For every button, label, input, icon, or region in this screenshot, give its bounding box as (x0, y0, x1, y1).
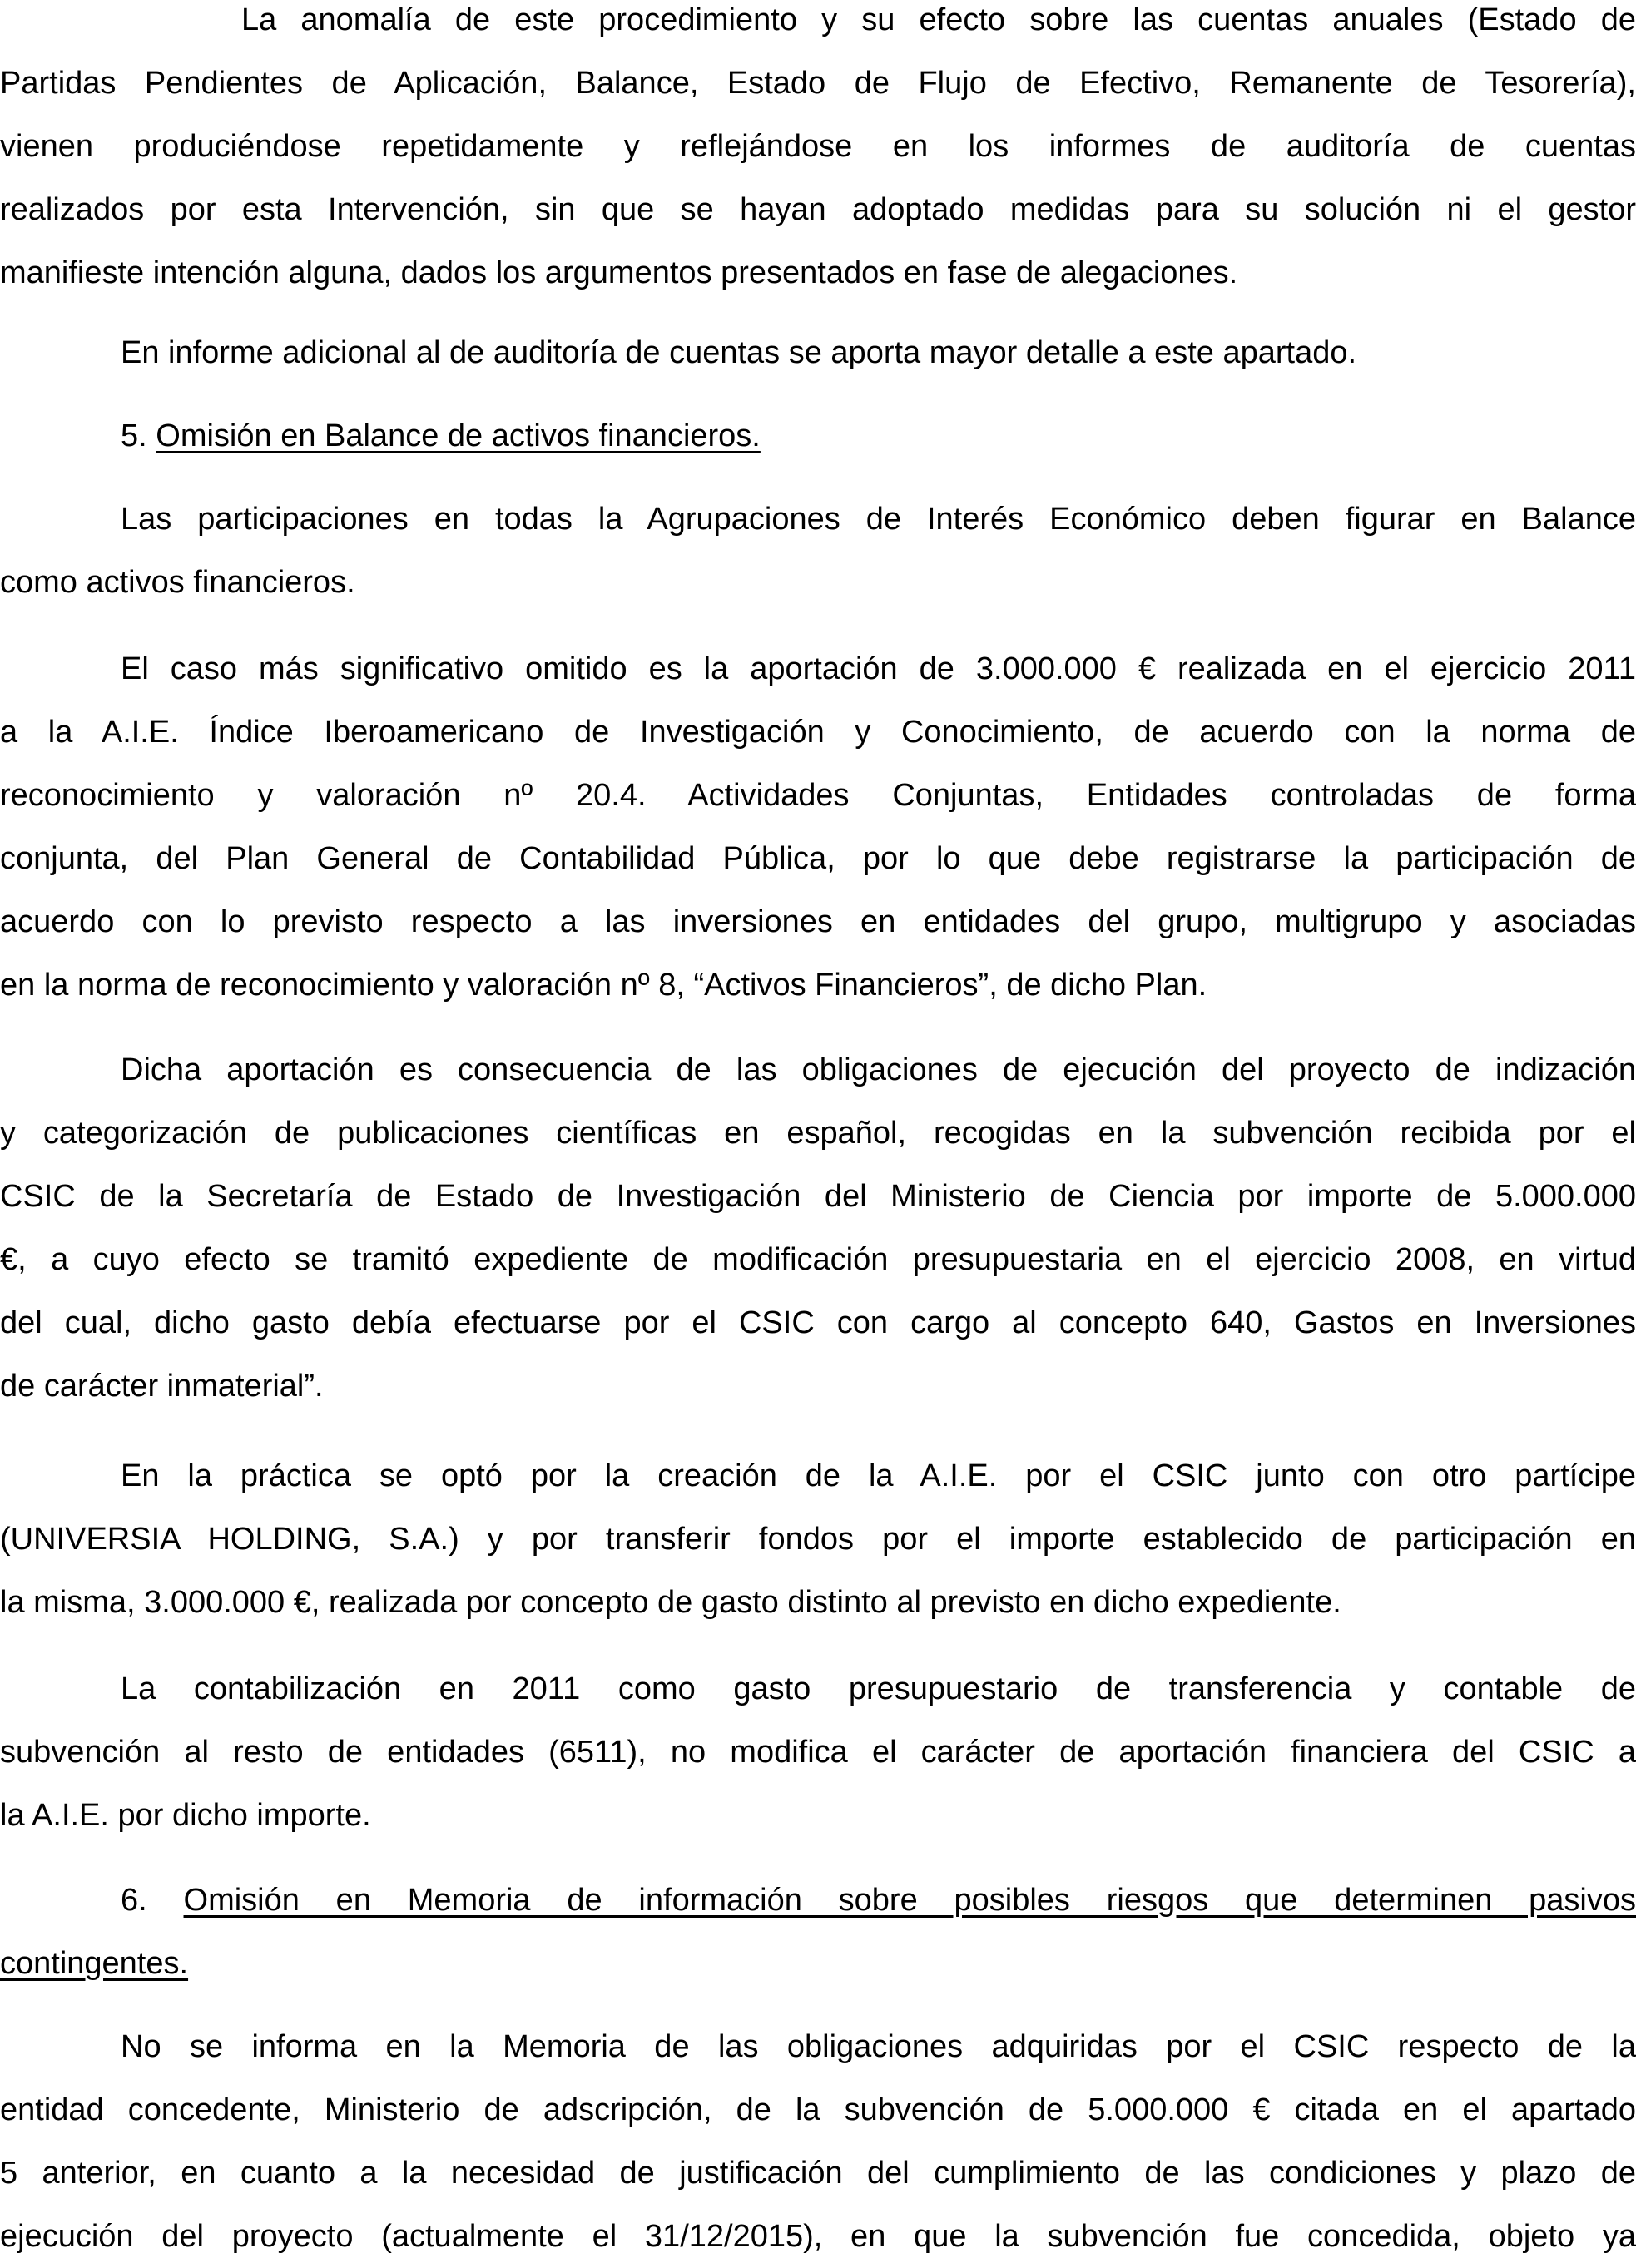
text-line: entidad concedente, Ministerio de adscripción, de la subvención de 5.000.000 € citada en el apartado (0, 2092, 1636, 2127)
text-line: subvención al resto de entidades (6511), no modifica el carácter de aportación financiera del CSIC a (0, 1735, 1636, 1770)
section-number: 5. (121, 418, 147, 453)
paragraph-contabilizacion (0, 1657, 1636, 1847)
section-number: 6. (121, 1883, 147, 1918)
text-line: a la A.I.E. Índice Iberoamericano de Investigación y Conocimiento, de acuerdo con la norma de (0, 715, 1636, 750)
text-line (0, 404, 1636, 468)
text-line: 5 anterior, en cuanto a la necesidad de justificación del cumplimiento de las condiciones y plazo de (0, 2156, 1636, 2191)
text-line: reconocimiento y valoración nº 20.4. Actividades Conjuntas, Entidades controladas de forma (0, 778, 1636, 813)
text-line: Dicha aportación es consecuencia de las obligaciones de ejecución del proyecto de indización (121, 1052, 1636, 1087)
paragraph-caso-significativo (0, 637, 1636, 1017)
section-heading-6 (0, 1869, 1636, 1995)
text-line (0, 1932, 1636, 1995)
text-line: vienen produciéndose repetidamente y reflejándose en los informes de auditoría de cuentas (0, 129, 1636, 164)
paragraph-dicha-aportacion (0, 1038, 1636, 1418)
text-line: manifieste intención alguna, dados los argumentos presentados en fase de alegaciones. (0, 255, 1238, 290)
text-line: (UNIVERSIA HOLDING, S.A.) y por transferir fondos por el importe establecido de participación en (0, 1522, 1636, 1557)
text-line: El caso más significativo omitido es la aportación de 3.000.000 € realizada en el ejercicio 2011 (121, 651, 1636, 686)
text-line (0, 1869, 1636, 1932)
text-line: CSIC de la Secretaría de Estado de Investigación del Ministerio de Ciencia por importe de 5.000.000 (0, 1179, 1636, 1214)
section-title: Omisión en Memoria de información sobre posibles riesgos que determinen pasivos (183, 1883, 1636, 1918)
text-line: como activos financieros. (0, 565, 355, 600)
paragraph-no-se-informa (0, 2015, 1636, 2268)
text-line: Las participaciones en todas la Agrupaciones de Interés Económico deben figurar en Balance (121, 502, 1636, 537)
text-line: y categorización de publicaciones científicas en español, recogidas en la subvención recibida por el (0, 1116, 1636, 1151)
paragraph-informe-adicional (0, 321, 1636, 384)
text-line: En informe adicional al de auditoría de cuentas se aporta mayor detalle a este apartado. (121, 335, 1357, 370)
text-line: La contabilización en 2011 como gasto presupuestario de transferencia y contable de (121, 1671, 1636, 1706)
text-line: ejecución del proyecto (actualmente el 31/12/2015), en que la subvención fue concedida, objeto ya (0, 2219, 1636, 2254)
section-heading-5 (0, 404, 1636, 468)
text-line: Partidas Pendientes de Aplicación, Balance, Estado de Flujo de Efectivo, Remanente de Tesorería), (0, 66, 1636, 101)
text-line: La anomalía de este procedimiento y su efecto sobre las cuentas anuales (Estado de (241, 2, 1636, 37)
text-line: conjunta, del Plan General de Contabilidad Pública, por lo que debe registrarse la participación de (0, 841, 1636, 876)
section-title: Omisión en Balance de activos financieros. (156, 418, 761, 453)
paragraph-participaciones (0, 488, 1636, 614)
text-line: la A.I.E. por dicho importe. (0, 1798, 371, 1833)
text-line: €, a cuyo efecto se tramitó expediente de modificación presupuestaria en el ejercicio 2008, en virtud (0, 1242, 1636, 1277)
text-line: la misma, 3.000.000 €, realizada por concepto de gasto distinto al previsto en dicho expediente. (0, 1585, 1341, 1620)
text-line: realizados por esta Intervención, sin que se hayan adoptado medidas para su solución ni el gestor (0, 192, 1636, 227)
text-line: acuerdo con lo previsto respecto a las inversiones en entidades del grupo, multigrupo y asociadas (0, 904, 1636, 939)
text-line: No se informa en la Memoria de las obligaciones adquiridas por el CSIC respecto de la (121, 2029, 1636, 2064)
paragraph-anomalia (0, 0, 1636, 305)
text-line: de carácter inmaterial”. (0, 1369, 324, 1404)
section-title: contingentes. (0, 1946, 189, 1981)
text-line: del cual, dicho gasto debía efectuarse por el CSIC con cargo al concepto 640, Gastos en Inversiones (0, 1305, 1636, 1340)
paragraph-en-la-practica (0, 1444, 1636, 1634)
text-line: En la práctica se optó por la creación de la A.I.E. por el CSIC junto con otro partícipe (121, 1458, 1636, 1493)
text-line: en la norma de reconocimiento y valoración nº 8, “Activos Financieros”, de dicho Plan. (0, 968, 1207, 1003)
